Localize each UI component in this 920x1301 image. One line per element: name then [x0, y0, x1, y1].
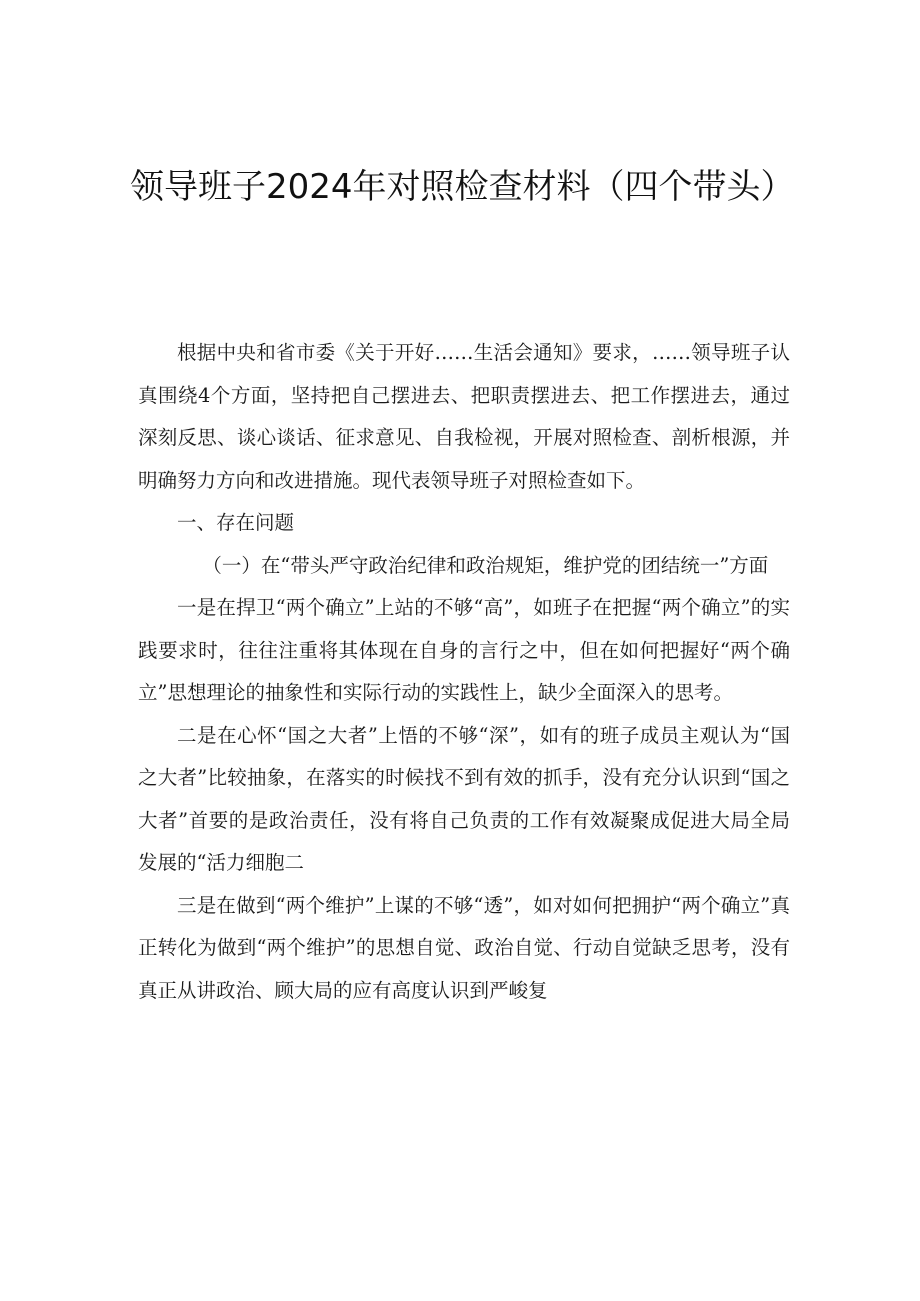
document-title: 领导班子2024年对照检查材料（四个带头） [130, 167, 795, 207]
section-heading-problems: 一、存在问题 [177, 511, 295, 534]
problem-paragraph-2: 二是在心怀“国之大者”上悟的不够“深”，如有的班子成员主观认为“国之大者”比较抽象，在落实的时候找不到有效的抓手，没有充分认识到“国之大者”首要的是政治责任，没有将自己负责的工作有效凝聚成促进大局全局发展的“活力细胞二 [138, 723, 790, 874]
document-body [138, 332, 790, 1012]
intro-paragraph: 根据中央和省市委《关于开好……生活会通知》要求，……领导班子认真围绕4个方面，坚持把自己摆进去、把职责摆进去、把工作摆进去，通过深刻反思、谈心谈话、征求意见、自我检视，开展对照检查、剖析根源，并明确努力方向和改进措施。现代表领导班子对照检查如下。 [138, 341, 790, 492]
subsection-heading-1: （一）在“带头严守政治纪律和政治规矩，维护党的团结统一”方面 [202, 553, 769, 577]
problem-paragraph-3: 三是在做到“两个维护”上谋的不够“透”，如对如何把拥护“两个确立”真正转化为做到“两个维护”的思想自觉、政治自觉、行动自觉缺乏思考，没有真正从讲政治、顾大局的应有高度认识到严峻复 [138, 893, 790, 1002]
problem-paragraph-1: 一是在捍卫“两个确立”上站的不够“高”，如班子在把握“两个确立”的实践要求时，往往注重将其体现在自身的言行之中，但在如何把握好“两个确立”思想理论的抽象性和实际行动的实践性上，缺少全面深入的思考。 [138, 596, 790, 704]
